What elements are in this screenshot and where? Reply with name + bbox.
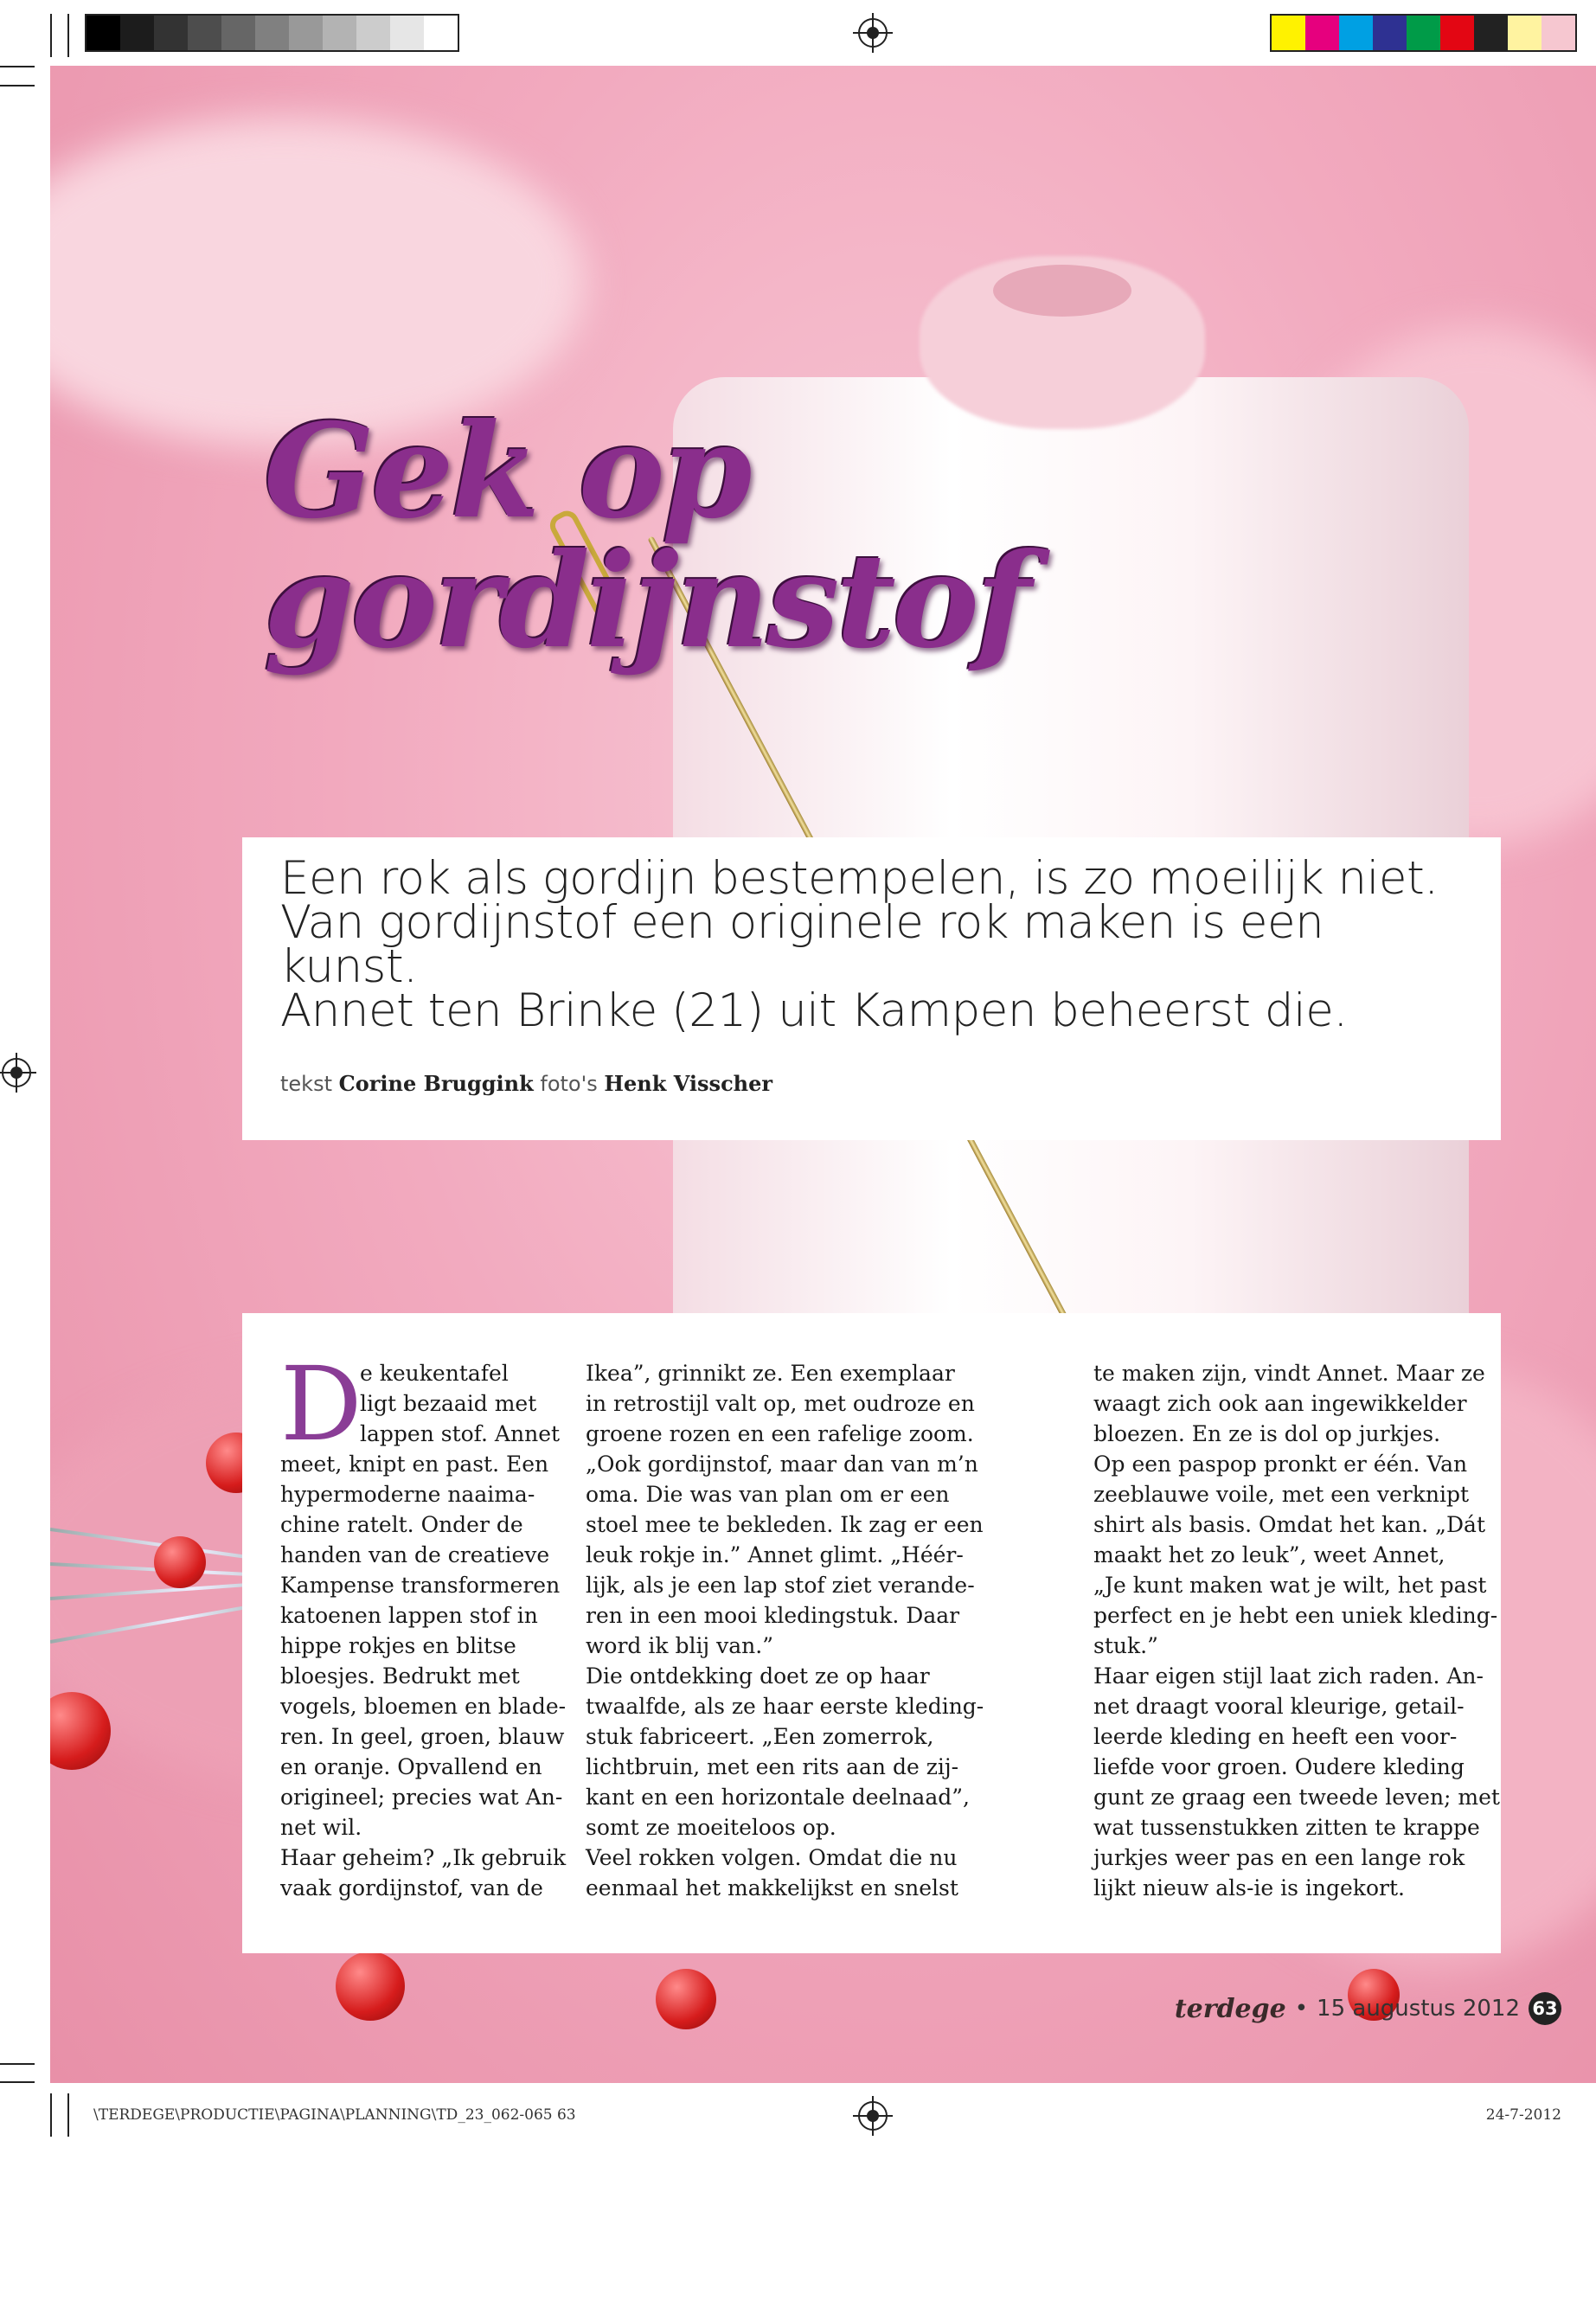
col2-line: kant en een horizontale deelnaad”, [586, 1785, 970, 1810]
col3-line: liefde voor groen. Oudere kleding [1093, 1754, 1465, 1779]
col1-line: origineel; precies wat An- [280, 1785, 563, 1810]
gray-swatch-1 [87, 16, 120, 50]
col2-line: lichtbruin, met een rits aan de zij- [586, 1754, 959, 1779]
gray-swatch-4 [188, 16, 221, 50]
byline-photo-label: foto's [540, 1072, 598, 1096]
article-body [242, 1313, 1501, 1953]
process-swatch-8 [1508, 16, 1542, 50]
col1-line: e keukentafel [360, 1361, 509, 1386]
process-swatch-7 [1474, 16, 1508, 50]
crop-mark-top-left-h [0, 66, 35, 67]
pin-head-2 [154, 1536, 206, 1588]
col2-line: twaalfde, als ze haar eerste kleding- [586, 1694, 984, 1719]
col1-line: meet, knipt en past. Een [280, 1452, 549, 1477]
gray-swatch-2 [120, 16, 154, 50]
process-swatch-4 [1373, 16, 1407, 50]
gray-swatch-7 [289, 16, 323, 50]
crop-mark-bottom-left-h [0, 2063, 35, 2065]
col3-line: Haar eigen stijl laat zich raden. An- [1093, 1663, 1484, 1689]
intro-box [242, 837, 1501, 1140]
process-swatch-5 [1407, 16, 1440, 50]
slug-date: 24-7-2012 [1485, 2106, 1561, 2124]
col2-line: stoel mee te bekleden. Ik zag er een [586, 1512, 984, 1537]
col1-line: vaak gordijnstof, van de [280, 1875, 543, 1900]
process-swatch-6 [1440, 16, 1474, 50]
col1-line: katoenen lappen stof in [280, 1603, 538, 1628]
article-title [264, 395, 1112, 677]
crop-mark-top-left-v1 [50, 14, 52, 57]
col2-line: in retrostijl valt op, met oudroze en [586, 1391, 975, 1416]
col3-line: jurkjes weer pas en een lange rok [1093, 1845, 1465, 1870]
byline-text-label: tekst [280, 1072, 332, 1096]
col1-line: lappen stof. Annet [360, 1421, 561, 1446]
col3-line: shirt als basis. Omdat het kan. „Dát [1093, 1512, 1485, 1537]
col3-line: perfect en je hebt een uniek kleding- [1093, 1603, 1498, 1628]
col1-line: bloesjes. Bedrukt met [280, 1663, 520, 1689]
col3-line: gunt ze graag een tweede leven; met [1093, 1785, 1500, 1810]
col2-line: leuk rokje in.” Annet glimt. „Héér- [586, 1542, 964, 1567]
crop-mark-top-left-v2 [67, 14, 69, 57]
col2-line: Die ontdekking doet ze op haar [586, 1663, 930, 1689]
crop-mark-left-h2 [0, 85, 35, 87]
page-number: 63 [1529, 1992, 1561, 2025]
byline-photographer: Henk Visscher [604, 1071, 773, 1096]
title-line-2: gordijnstof [264, 525, 1029, 677]
col2-line: oma. Die was van plan om er een [586, 1482, 950, 1507]
gray-swatch-11 [424, 16, 458, 50]
col3-line: bloezen. En ze is dol op jurkjes. [1093, 1421, 1441, 1446]
col2-line: „Ook gordijnstof, maar dan van m’n [586, 1452, 978, 1477]
col3-line: net draagt vooral kleurige, getail- [1093, 1694, 1465, 1719]
crop-mark-bottom-left-v2 [67, 2093, 69, 2137]
process-swatch-2 [1305, 16, 1339, 50]
process-swatch-3 [1339, 16, 1373, 50]
registration-mark-left [2, 1058, 31, 1087]
col2-line: eenmaal het makkelijkst en snelst [586, 1875, 958, 1900]
slug-path: \TERDEGE\PRODUCTIE\PAGINA\PLANNING\TD_23_062-065 63 [93, 2106, 576, 2124]
col1-line: vogels, bloemen en blade- [280, 1694, 567, 1719]
lead-line-1: Een rok als gordijn bestempelen, is zo moeilijk niet. [280, 852, 1439, 905]
col2-line: word ik blij van.” [586, 1633, 773, 1658]
process-swatch-1 [1272, 16, 1305, 50]
page-folio [1175, 1991, 1561, 2026]
col3-line: Op een paspop pronkt er één. Van [1093, 1452, 1468, 1477]
spool-hole [993, 265, 1131, 317]
col1-line: handen van de creatieve [280, 1542, 550, 1567]
process-swatch-9 [1542, 16, 1575, 50]
col3-line: te maken zijn, vindt Annet. Maar ze [1093, 1361, 1485, 1386]
col1-line: Kampense transformeren [280, 1573, 561, 1598]
crop-mark-bottom-left-v1 [50, 2093, 52, 2137]
col3-line: waagt zich ook aan ingewikkelder [1093, 1391, 1467, 1416]
column-1 [280, 1344, 567, 1903]
col1-line: chine ratelt. Onder de [280, 1512, 523, 1537]
col2-line: stuk fabriceert. „Een zomerrok, [586, 1724, 934, 1749]
col3-line: stuk.” [1093, 1633, 1158, 1658]
lead-line-2: Van gordijnstof een originele rok maken is een kunst. [280, 896, 1324, 993]
col3-line: leerde kleding en heeft een voor- [1093, 1724, 1458, 1749]
magazine-brand: terdege [1174, 1993, 1286, 2024]
col2-line: groene rozen en een rafelige zoom. [586, 1421, 974, 1446]
col2-line: Ikea”, grinnikt ze. Een exemplaar [586, 1361, 955, 1386]
lead-line-3: Annet ten Brinke (21) uit Kampen beheerst die. [280, 984, 1348, 1037]
col3-line: wat tussenstukken zitten te krappe [1093, 1815, 1480, 1840]
col1-line: net wil. [280, 1815, 362, 1840]
col1-line: ren. In geel, groen, blauw [280, 1724, 565, 1749]
folio-bullet: • [1294, 1996, 1309, 2022]
col1-line: hippe rokjes en blitse [280, 1633, 516, 1658]
crop-mark-bottom-left-h2 [0, 2081, 35, 2083]
issue-date: 15 augustus 2012 [1317, 1996, 1520, 2022]
col3-line: lijkt nieuw als-ie is ingekort. [1093, 1875, 1405, 1900]
col1-line: Haar geheim? „Ik gebruik [280, 1845, 567, 1870]
gray-swatch-10 [390, 16, 424, 50]
gray-swatch-6 [255, 16, 289, 50]
col3-line: „Je kunt maken wat je wilt, het past [1093, 1573, 1487, 1598]
pin-head-4 [336, 1952, 405, 2021]
pin-head-5 [656, 1969, 716, 2029]
grayscale-color-bar [85, 14, 459, 52]
gray-swatch-8 [323, 16, 356, 50]
col2-line: ren in een mooi kledingstuk. Daar [586, 1603, 960, 1628]
byline [280, 1071, 772, 1096]
col3-line: zeeblauwe voile, met een verknipt [1093, 1482, 1470, 1507]
registration-mark-top [858, 18, 888, 48]
lead-paragraph [280, 852, 1463, 1037]
title-line-1: Gek op [264, 395, 749, 548]
col2-line: somt ze moeiteloos op. [586, 1815, 836, 1840]
gray-swatch-9 [356, 16, 390, 50]
column-3 [1093, 1358, 1500, 1903]
col2-line: Veel rokken volgen. Omdat die nu [586, 1845, 958, 1870]
col1-line: ligt bezaaid met [360, 1391, 537, 1416]
process-color-bar [1270, 14, 1577, 52]
gray-swatch-3 [154, 16, 188, 50]
gray-swatch-5 [221, 16, 255, 50]
column-2 [586, 1358, 984, 1903]
drop-cap: D [280, 1344, 362, 1464]
col3-line: maakt het zo leuk”, weet Annet, [1093, 1542, 1445, 1567]
col1-line: hypermoderne naaima- [280, 1482, 535, 1507]
col2-line: lijk, als je een lap stof ziet verande- [586, 1573, 975, 1598]
col1-line: en oranje. Opvallend en [280, 1754, 542, 1779]
registration-mark-bottom [858, 2101, 888, 2131]
byline-author: Corine Bruggink [338, 1071, 534, 1096]
